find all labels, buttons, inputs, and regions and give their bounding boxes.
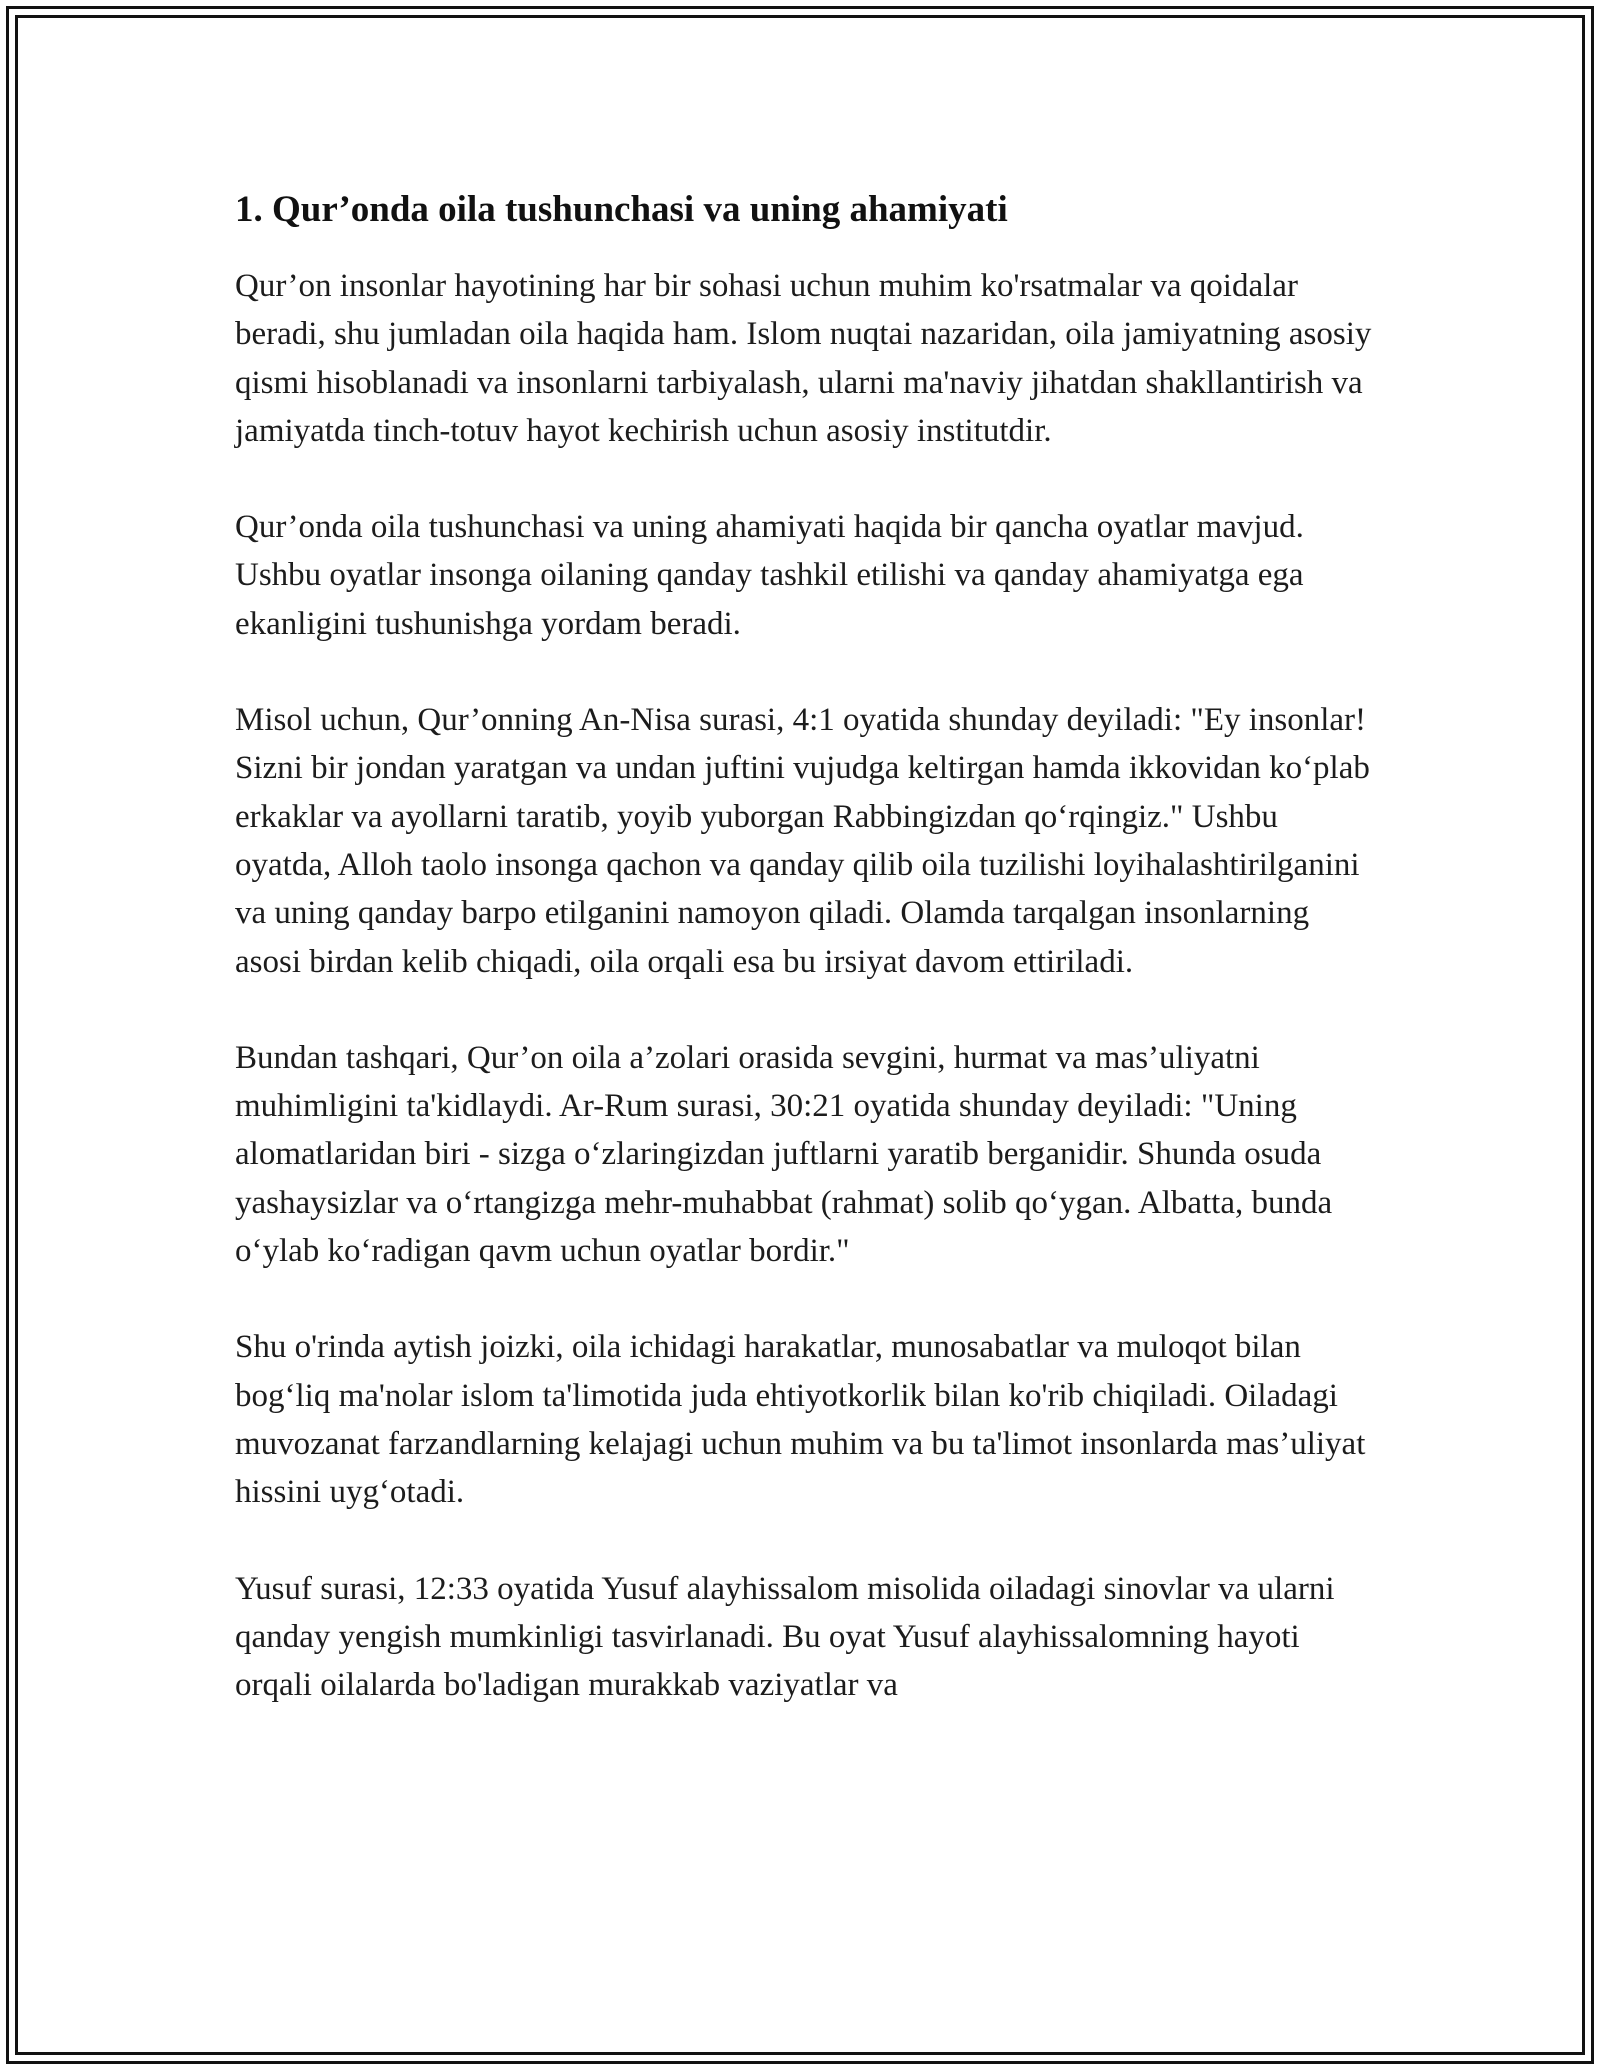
document-body [235, 186, 1375, 1757]
paragraph-3: Misol uchun, Qur’onning An-Nisa surasi, 4:1 oyatida shunday deyiladi: "Ey insonlar! Sizni bir jondan yaratgan va undan juftini vujudga keltirgan hamda ikkovidan ko‘plab erkaklar va ayollarni taratib, yoyib yuborgan Rabbingizdan qo‘rqingiz." Ushbu oyatda, Alloh taolo insonga qachon va qanday qilib oila tuzilishi loyihalashtirilganini va uning qanday barpo etilganini namoyon qiladi. Olamda tarqalgan insonlarning asosi birdan kelib chiqadi, oila orqali esa bu irsiyat davom ettiriladi. [235, 702, 1370, 980]
section-heading: 1. Qur’onda oila tushunchasi va uning ahamiyati [235, 189, 1008, 230]
paragraph-2: Qur’onda oila tushunchasi va uning ahamiyati haqida bir qancha oyatlar mavjud. Ushbu oyatlar insonga oilaning qanday tashkil etilishi va qanday ahamiyatga ega ekanligini tushunishga yordam beradi. [235, 509, 1304, 642]
paragraph-6: Yusuf surasi, 12:33 oyatida Yusuf alayhissalom misolida oiladagi sinovlar va ularni qanday yengish mumkinligi tasvirlanadi. Bu oyat Yusuf alayhissalomning hayoti orqali oilalarda bo'ladigan murakkab vaziyatlar va [235, 1570, 1335, 1704]
paragraph-1: Qur’on insonlar hayotining har bir sohasi uchun muhim ko'rsatmalar va qoidalar beradi, shu jumladan oila haqida ham. Islom nuqtai nazaridan, oila jamiyatning asosiy qismi hisoblanadi va insonlarni tarbiyalash, ularni ma'naviy jihatdan shakllantirish va jamiyatda tinch-totuv hayot kechirish uchun asosiy institutdir. [235, 268, 1372, 449]
paragraph-5: Shu o'rinda aytish joizki, oila ichidagi harakatlar, munosabatlar va muloqot bilan bog‘liq ma'nolar islom ta'limotida juda ehtiyotkorlik bilan ko'rib chiqiladi. Oiladagi muvozanat farzandlarning kelajagi uchun muhim va bu ta'limot insonlarda mas’uliyat hissini uyg‘otadi. [235, 1329, 1366, 1511]
paragraph-4: Bundan tashqari, Qur’on oila a’zolari orasida sevgini, hurmat va mas’uliyatni muhimligini ta'kidlaydi. Ar-Rum surasi, 30:21 oyatida shunday deyiladi: "Uning alomatlaridan biri - sizga o‘zlaringizdan juftlarni yaratib berganidir. Shunda osuda yashaysizlar va o‘rtangizga mehr-muhabbat (rahmat) solib qo‘ygan. Albatta, bunda o‘ylab ko‘radigan qavm uchun oyatlar bordir." [235, 1039, 1333, 1270]
